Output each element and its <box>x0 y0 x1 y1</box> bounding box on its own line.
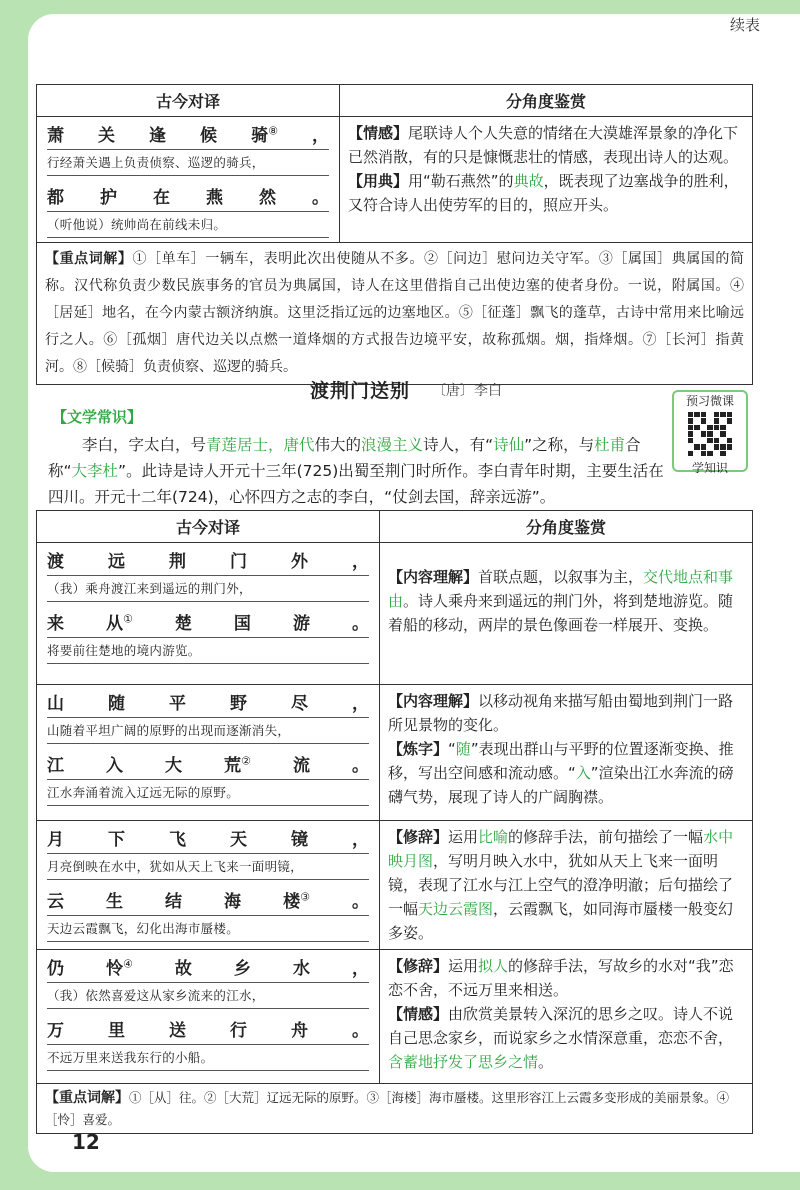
poem-author: 〔唐〕李白 <box>432 383 502 399</box>
poem-line <box>47 548 369 576</box>
poem-char: 随 <box>108 694 125 714</box>
poem-char: 然 <box>259 188 276 208</box>
poem-char: 水 <box>292 959 310 979</box>
poem-lines-cell <box>37 821 380 950</box>
poem-char: ， <box>351 959 369 979</box>
poem-char: 骑 <box>251 126 269 146</box>
footnote-marker: ② <box>241 754 251 768</box>
poem-char: 楚 <box>174 614 192 634</box>
appreciation-paragraph <box>388 1002 744 1074</box>
poem-char: 飞 <box>169 830 186 850</box>
vocab-cell <box>37 243 753 385</box>
allusion-highlight: 典故 <box>513 172 544 190</box>
poem-char: 万 <box>47 1021 64 1041</box>
appreciation-text: 。诗人乘舟来到遥远的荆门外，将到楚地游览。随着船的移动，两岸的景色像画卷一样展开、变换。 <box>388 592 734 634</box>
poem-char: ， <box>352 830 369 850</box>
poem-char: 怜 <box>106 959 124 979</box>
continued-label: 续表 <box>729 16 760 34</box>
poem-line <box>47 955 369 983</box>
poem-char: 乡 <box>233 959 251 979</box>
poem-char: 门 <box>230 552 247 572</box>
poem-char: 荒 <box>224 756 242 776</box>
appreciation-tag: 【情感】 <box>388 1005 449 1023</box>
poem-char: 在 <box>153 188 170 208</box>
modern-translation: 将要前往楚地的境内游览。 <box>47 638 369 664</box>
poem-char: 。 <box>352 1021 369 1041</box>
appreciation-paragraph <box>388 689 744 737</box>
poem-char: 萧 <box>47 126 64 146</box>
appreciation-paragraph <box>388 954 744 1002</box>
poem-char: 流 <box>292 756 310 776</box>
intro-text: 伟大的 <box>314 436 362 454</box>
poem-char: 平 <box>169 694 186 714</box>
footnote-marker: ① <box>123 612 133 626</box>
poem-char: 生 <box>106 892 124 912</box>
intro-text: 合称“ <box>48 436 641 480</box>
poem-lines-cell <box>37 950 380 1084</box>
poem-line <box>47 826 369 854</box>
poem-char: 江 <box>47 756 64 776</box>
poem-char: 里 <box>108 1021 125 1041</box>
poem-char: 逢 <box>149 126 167 146</box>
appreciation-highlight: 入 <box>575 764 591 782</box>
appreciation-highlight: 拟人 <box>478 957 509 975</box>
allusion-text: 用“勒石燕然”的 <box>408 172 514 190</box>
vocab-tag: 【重点词解】 <box>45 251 133 267</box>
poem-char: 。 <box>351 756 369 776</box>
qr-box[interactable] <box>672 390 748 475</box>
poem-char: ， <box>352 552 369 572</box>
appreciation-highlight: 交代地点和事由 <box>388 568 734 610</box>
poem-title: 渡荆门送别 <box>310 380 411 402</box>
appreciation-text: 的修辞手法，写故乡的水对“我”恋恋不舍，不远万里来相送。 <box>388 957 734 999</box>
appreciation-highlight: 天边云霞图 <box>418 900 494 918</box>
poem-char: 荆 <box>169 552 186 572</box>
vocab-cell <box>37 1084 753 1134</box>
intro-paragraph <box>48 432 668 510</box>
poem-char: 舟 <box>291 1021 308 1041</box>
translation-table-2 <box>36 510 753 1134</box>
appreciation-highlight: 随 <box>455 740 471 758</box>
poem-lines-cell <box>37 685 380 821</box>
appreciation-text: 。 <box>538 1053 554 1071</box>
header-appreciation: 分角度鉴赏 <box>340 85 753 117</box>
appreciation-tag: 【修辞】 <box>388 957 449 975</box>
header-translation: 古今对译 <box>37 511 380 543</box>
appreciation-text: 由欣赏美景转入深沉的思乡之叹。诗人不说自己思念家乡，而说家乡之水情深意重，恋恋不舍， <box>388 1005 734 1047</box>
appreciation-tag: 【内容理解】 <box>388 568 479 586</box>
modern-translation: 天边云霞飘飞，幻化出海市蜃楼。 <box>47 916 369 942</box>
appreciation-paragraph <box>388 737 744 809</box>
emotion-tag: 【情感】 <box>348 124 409 142</box>
poem-char: 送 <box>169 1021 186 1041</box>
appreciation-cell <box>380 950 753 1084</box>
emotion-text: 尾联诗人个人失意的情绪在大漠雄浑景象的净化下已然消散，有的只是慷慨悲壮的情感，表现出诗人的达观。 <box>348 124 739 166</box>
poem-char: ， <box>311 126 329 146</box>
appreciation-text: ，写明月映入水中，犹如从天上飞来一面明镜，表现了江水与江上空气的澄净明澈；后句描绘了一幅 <box>388 852 734 918</box>
modern-translation: （我）依然喜爱这从家乡流来的江水， <box>47 983 369 1009</box>
appreciation-text: ”表现出群山与平野的位置逐渐变换、推移，写出空间感和流动感。“ <box>388 740 734 782</box>
poem-char: 。 <box>351 614 369 634</box>
poem-lines-cell <box>37 543 380 685</box>
translation-table-1 <box>36 84 753 385</box>
qr-top-label: 预习微课 <box>685 394 734 408</box>
poem-char: 野 <box>230 694 247 714</box>
appreciation-text: ”渲染出江水奔流的磅礴气势，展现了诗人的广阔胸襟。 <box>388 764 734 806</box>
header-appreciation: 分角度鉴赏 <box>380 511 753 543</box>
poem-line <box>47 610 369 638</box>
poem-char: 云 <box>47 892 64 912</box>
qr-code-icon[interactable] <box>688 412 732 456</box>
poem-char: ， <box>352 694 369 714</box>
appreciation-text: 首联点题，以叙事为主， <box>478 568 644 586</box>
appreciation-text: 运用 <box>448 957 479 975</box>
poem-char: 下 <box>108 830 125 850</box>
intro-text: ”。此诗是诗人开元十三年(725)出蜀至荆门时所作。李白青年时期，主要生活在四川。开元十二年(724)，心怀四方之志的李白，“仗剑去国，辞亲远游”。 <box>48 462 664 506</box>
allusion-tag: 【用典】 <box>348 172 409 190</box>
poem-char: 燕 <box>206 188 223 208</box>
page-number: 12 <box>72 1130 100 1154</box>
poem-char: 远 <box>108 552 125 572</box>
header-translation: 古今对译 <box>37 85 340 117</box>
poem-char: 国 <box>233 614 251 634</box>
poem-line <box>47 122 329 150</box>
poem-char: 尽 <box>291 694 308 714</box>
appreciation-tag: 【炼字】 <box>388 740 449 758</box>
poem-char: 大 <box>165 756 183 776</box>
intro-text: 李白，字太白，号 <box>82 436 207 454</box>
modern-translation: 行经萧关遇上负责侦察、巡逻的骑兵， <box>47 150 329 176</box>
intro-highlight: 浪漫主义 <box>361 436 424 454</box>
poem-char: 山 <box>47 694 64 714</box>
poem-char: 入 <box>106 756 124 776</box>
allusion-text-cont: ，既表现了边塞战争的胜利，又符合诗人出使劳军的目的，照应开头。 <box>348 172 739 214</box>
poem-char: 护 <box>100 188 117 208</box>
poem-char: 候 <box>200 126 218 146</box>
intro-highlight: 大李杜 <box>71 462 119 480</box>
footnote-marker: ④ <box>123 957 133 971</box>
poem-char: 都 <box>47 188 64 208</box>
qr-bottom-label: 学知识 <box>691 461 728 475</box>
appreciation-text: 的修辞手法，前句描绘了一幅 <box>508 828 704 846</box>
poem-char: 从 <box>106 614 124 634</box>
appreciation-cell <box>380 821 753 950</box>
vocab-text: ①［单车］一辆车，表明此次出使随从不多。②［问边］慰问边关守军。③［属国］典属国的简称。汉代称负责少数民族事务的官员为典属国，诗人在这里借指自己出使边塞的使者身份。一说，附属国。④［居延］地名，在今内蒙古额济纳旗。这里泛指辽远的边塞地区。⑤［征蓬］飘飞的蓬草，古诗中常用来比喻远行之人。⑥［孤烟］唐代边关以点燃一道烽烟的方式报告边境平安，故称孤烟。烟，指烽烟。⑦［长河］指黄河。⑧［候骑］负责侦察、巡逻的骑兵。 <box>45 251 745 375</box>
appreciation-highlight: 水中映月图 <box>388 828 734 870</box>
poem-line <box>47 690 369 718</box>
poem-char: 渡 <box>47 552 64 572</box>
poem-char: 来 <box>47 614 64 634</box>
intro-text: ”之称，与 <box>524 436 595 454</box>
poem-char: 外 <box>291 552 308 572</box>
poem-line <box>47 1017 369 1045</box>
appreciation-tag: 【内容理解】 <box>388 692 479 710</box>
poem-lines-cell <box>37 117 340 243</box>
intro-highlight: 诗仙 <box>493 436 525 454</box>
appreciation-cell <box>380 685 753 821</box>
poem-char: 。 <box>351 892 369 912</box>
modern-translation: 江水奔涌着流入辽远无际的原野。 <box>47 780 369 806</box>
intro-text: 诗人，有“ <box>423 436 494 454</box>
poem-char: 结 <box>165 892 183 912</box>
poem-char: 海 <box>224 892 242 912</box>
appreciation-highlight: 含蓄地抒发了思乡之情 <box>388 1053 539 1071</box>
vocab-tag: 【重点词解】 <box>45 1090 129 1106</box>
poem-char: 游 <box>292 614 310 634</box>
appreciation-text: 以移动视角来描写船由蜀地到荆门一路所见景物的变化。 <box>388 692 734 734</box>
poem-char: 仍 <box>47 959 64 979</box>
poem-char: 天 <box>230 830 247 850</box>
poem-char: 关 <box>98 126 116 146</box>
poem-char: 故 <box>174 959 192 979</box>
poem-line <box>47 184 329 212</box>
appreciation-text: “ <box>448 740 456 758</box>
modern-translation: 不远万里来送我东行的小船。 <box>47 1045 369 1071</box>
modern-translation: 月亮倒映在水中，犹如从天上飞来一面明镜， <box>47 854 369 880</box>
intro-highlight: 杜甫 <box>594 436 626 454</box>
appreciation-cell <box>340 117 753 243</box>
poem-char: 楼 <box>283 892 301 912</box>
modern-translation: （听他说）统帅尚在前线未归。 <box>47 212 329 238</box>
poem-char: 月 <box>47 830 64 850</box>
section-label: 【文学常识】 <box>52 408 143 426</box>
footnote-marker: ③ <box>300 890 310 904</box>
modern-translation: （我）乘舟渡江来到遥远的荆门外， <box>47 576 369 602</box>
poem-line <box>47 888 369 916</box>
footnote-marker: ⑧ <box>268 124 278 138</box>
modern-translation: 山随着平坦广阔的原野的出现而逐渐消失， <box>47 718 369 744</box>
appreciation-cell <box>380 543 753 685</box>
poem-char: 行 <box>230 1021 247 1041</box>
vocab-text: ①［从］往。②［大荒］辽远无际的原野。③［海楼］海市蜃楼。这里形容江上云霞多变形成的美丽景象。④［怜］喜爱。 <box>45 1090 730 1127</box>
appreciation-text: ，云霞飘飞，如同海市蜃楼一般变幻多姿。 <box>388 900 734 942</box>
appreciation-text: 运用 <box>448 828 479 846</box>
poem-char: 。 <box>312 188 329 208</box>
appreciation-paragraph <box>388 825 744 945</box>
appreciation-paragraph <box>388 565 744 637</box>
poem-line <box>47 752 369 780</box>
poem-char: 镜 <box>291 830 308 850</box>
intro-highlight: 青莲居士，唐代 <box>206 436 315 454</box>
appreciation-highlight: 比喻 <box>478 828 509 846</box>
appreciation-tag: 【修辞】 <box>388 828 449 846</box>
